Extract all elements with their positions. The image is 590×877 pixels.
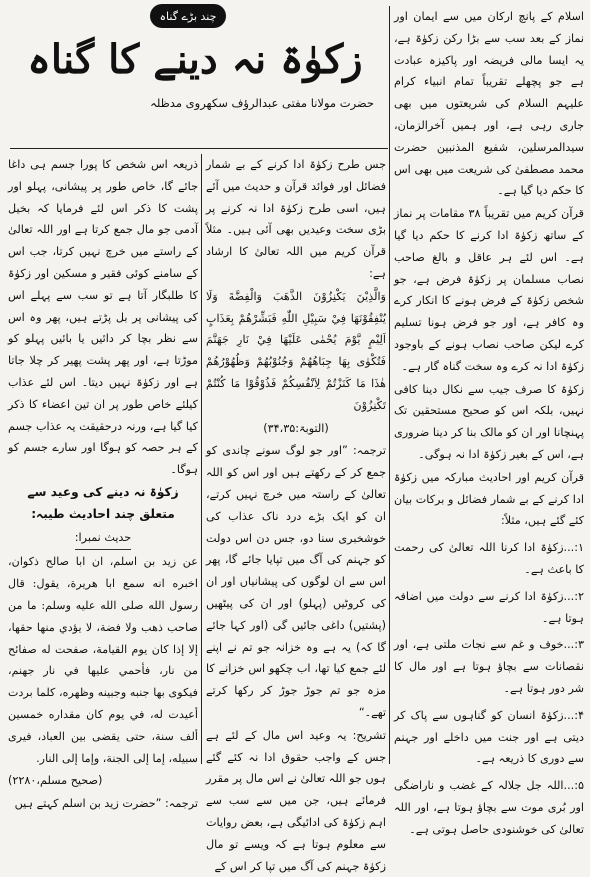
explanation-paragraph: ذریعہ اس شخص کا پورا جسم ہی داغا جائے گا، خاص طور پر پیشانی، پہلو اور پشت کا ذکر اس لئے فرمایا کہ بخیل آدمی جو مال جمع کرتا ہے اور اللہ تعالیٰ کے راستے میں خرچ نہیں کرتا، جب اس کے سامنے کوئی فقیر و مسکین اور زکوٰۃ کا طلبگار آتا ہے تو سب سے پہلے اس کی پیشانی پر بل پڑتے ہیں، پھر وہ اس سے نظر بچا کر دائیں یا بائیں پہلو کو موڑتا ہے، اور پھر پشت پھیر کر چلا جاتا ہے اور زکوٰۃ نہیں دیتا۔ اس لئے عذاب کیلئے خاص طور پر ان تین اعضاء کا ذکر کیا گیا ہے، ورنہ درحقیقت یہ عذاب جسم کے ہر حصہ کو ہوگا اور سارے جسم کو ہوگا۔ [8,158,198,477]
benefit-item-5: ۵:...اللہ جل جلالہ کے غضب و ناراضگی اور بُری موت سے بچاؤ ہوتا ہے، اور اللہ تعالیٰ کی خوشنودی حاصل ہوتی ہے۔ [394,779,584,836]
column-divider-left [201,154,202,764]
verse-citation: (التوبۃ:۳۴،۳۵) [263,421,329,435]
benefit-item-4: ۴:...زکوٰۃ انسان کو گناہوں سے پاک کر دیتی ہے اور جنت میں داخلے اور جہنم سے دوری کا ذریعہ ہے۔ [394,708,584,766]
header-divider [10,148,388,149]
left-column [8,154,198,811]
hadith-text: عن زيد بن اسلم، ان ابا صالح ذكوان، اخبره انه سمع ابا هريرة، يقول: قال رسول الله صلى الله عليه وسلم: ما من صاحب ذهب ولا فضة، لا يؤدي منها حقها، إلا إذا كان يوم القيامة، صفحت له صفائح من نار، فأحمي عليها في نار جهنم، فيكوى بها جنبه وجبينه وظهره، كلما بردت أعيدت له، في يوم كان مقداره خمسين ألف سنة، حتى يقضى بين العباد، فيرى سبيله، إما إلى الجنة، وإما إلى النار. [8,555,198,765]
series-badge: چند بڑے گناہ [150,4,226,28]
benefit-item-2: ۲:...زکوٰۃ ادا کرنے سے دولت میں اضافہ ہوتا ہے۔ [394,589,584,625]
tashreeh-paragraph: تشریح: یہ وعید اس مال کے لئے ہے جس کے واجب حقوق ادا نہ کئے گئے ہوں جو اللہ تعالیٰ نے اس مال پر مقرر فرمائے ہیں، جن میں سے سب سے اہم زکوٰۃ کی ادائیگی ہے، بعض روایات سے معلوم ہوتا ہے کہ ویسے تو مال زکوٰۃ جہنم کی آگ میں تپا کر اس کے [206,728,386,873]
article-headline: زکوٰۃ نہ دینے کا گناہ [27,36,363,83]
quran-verse: وَالَّذِيْنَ يَكْنِزُوْنَ الذَّهَبَ وَالْفِضَّةَ وَلَا يُنْفِقُوْنَهَا فِيْ سَبِيْلِ اللّٰهِ فَبَشِّرْهُمْ بِعَذَابٍ اَلِيْمٍ يَّوْمَ يُحْمٰى عَلَيْهَا فِيْ نَارِ جَهَنَّمَ فَتُكْوٰى بِهَا جِبَاهُهُمْ وَجُنُوْبُهُمْ وَظُهُوْرُهُمْ هٰذَا مَا كَنَزْتُمْ لِاَنْفُسِكُمْ فَذُوْقُوْا مَا كُنْتُمْ تَكْنِزُوْنَ [206,289,386,412]
hadith-citation: (صحیح مسلم،۲۲۸۰) [8,774,103,788]
benefit-item-1: ۱:...زکوٰۃ ادا کرنا اللہ تعالیٰ کی رحمت کا باعث ہے۔ [394,541,584,576]
intro-paragraph: اسلام کے پانچ ارکان میں سے ایمان اور نماز کے بعد سب سے بڑا رکن زکوٰۃ ہے، یہ ایسا مالی فریضہ اور پاکیزہ عبادت ہے جو پچھلے تقریباً تمام انبیاء کرام علیہم السلام کی شریعتوں میں بھی جاری رہی ہے، اور ہمیں آخرالزمان، سیدالمرسلین، شفیع المذنبین حضرت محمد مصطفیٰ کی شریعت میں بھی اس کا حکم دیا گیا ہے۔ [394,10,584,198]
verse-translation: ترجمہ: ”اور جو لوگ سونے چاندی کو جمع کر کے رکھتے ہیں اور اس کو اللہ تعالیٰ کے راستہ میں خرچ نہیں کرتے، ان کو ایک بڑے درد ناک عذاب کی خوشخبری سنا دو، جس دن اس دولت کو جہنم کی آگ میں تپایا جائے گا، پھر اس سے ان لوگوں کی پیشانیاں اور ان کی کروٹیں (پہلو) اور ان کی پیٹھیں (پشتیں) داغی جائیں گی (اور کہا جائے گا کہ) یہ ہے وہ خزانہ جو تم نے اپنے لئے جمع کیا تھا، اب چکھو اس خزانے کا مزہ جو تم جوڑ جوڑ کر رکھا کرتے تھے۔“ [206,444,386,719]
hadith-label: حدیث نمبرا: [8,527,198,551]
hadith-translation-start: ترجمہ: ”حضرت زید بن اسلم کہتے ہیں [14,797,198,811]
paragraph-fazail: قرآن کریم اور احادیث مبارکہ میں زکوٰۃ ادا کرنے کے بے شمار فضائل و برکات بیان کئے گئے ہیں، مثلاً: [394,470,584,528]
author-byline: حضرت مولانا مفتی عبدالرؤف سکھروی مدظلہ [150,96,374,110]
right-column [394,6,584,836]
paragraph-mustahiq: زکوٰۃ کا صرف جیب سے نکال دینا کافی نہیں، بلکہ اس کو صحیح مستحقین تک پہنچانا اور ان کو مالک بنا کر دینا ضروری ہے، اس کے بغیر زکوٰۃ ادا نہ ہوگی۔ [394,382,584,461]
warning-intro: جس طرح زکوٰۃ ادا کرنے کے بے شمار فضائل اور فوائد قرآن و حدیث میں آئے ہیں، اسی طرح زکوٰۃ ادا نہ کرنے پر بڑی سخت وعیدیں بھی آئی ہیں۔ مثلاً قرآن کریم میں اللہ تعالیٰ کا ارشاد ہے: [206,158,386,280]
column-divider-right [389,6,390,764]
paragraph-quran: قرآن کریم میں تقریباً ۳۸ مقامات پر نماز کے ساتھ زکوٰۃ ادا کرنے کا حکم دیا گیا ہے۔ اس لئے ہر عاقل و بالغ صاحب نصاب مسلمان پر زکوٰۃ فرض ہے، جو شخص زکوٰۃ کے فرض ہونے کا انکار کرے وہ کافر ہے، اور جو فرض ہونا تسلیم کرے لیکن صاحب نصاب ہونے کے باوجود زکوٰۃ ادا نہ کرے وہ سخت گناہ گار ہے۔ [394,207,584,373]
middle-column [206,154,386,873]
hadith-section-heading: زکوٰۃ نہ دینے کی وعید سے متعلق چند احادیث طیبہ: [27,484,179,521]
benefit-item-3: ۳:...خوف و غم سے نجات ملتی ہے، اور نقصانات سے بچاؤ ہوتا ہے اور مال کا شر دور ہوتا ہے۔ [394,638,584,695]
